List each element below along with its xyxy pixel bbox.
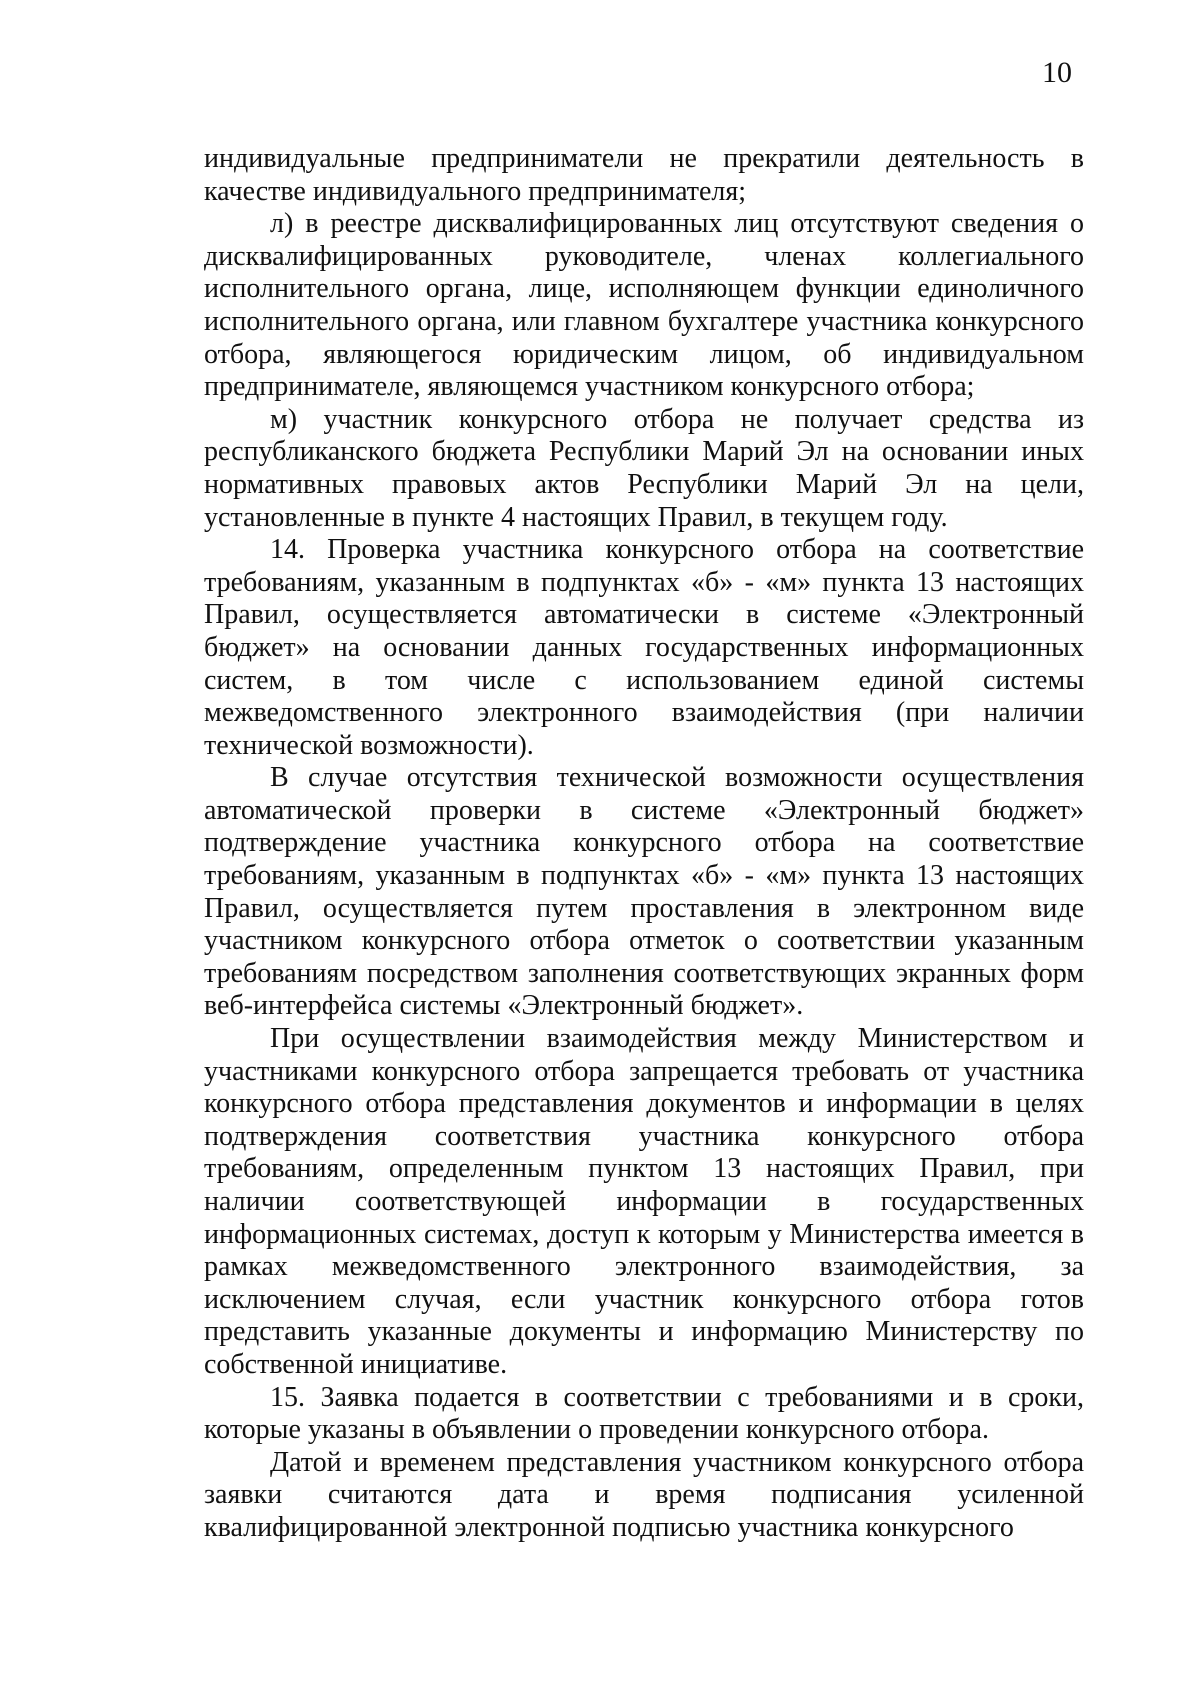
paragraph-item-14-case: В случае отсутствия технической возможности осуществления автоматической проверки в системе «Электронный бюджет» подтверждение участника конкурсного отбора на соответствие требованиям, указанным в подпунктах «б» - «м» пункта 13 настоящих Правил, осуществляется путем проставления в электронном виде участником конкурсного отбора отметок о соответствии указанным требованиям посредством заполнения соответствующих экранных форм веб-интерфейса системы «Электронный бюджет». <box>204 762 1084 1022</box>
document-body <box>204 143 1084 1545</box>
paragraph-subitem-l: л) в реестре дисквалифицированных лиц отсутствуют сведения о дисквалифицированных руководителе, членах коллегиального исполнительного органа, лице, исполняющем функции единоличного исполнительного органа, или главном бухгалтере участника конкурсного отбора, являющегося юридическим лицом, об индивидуальном предпринимателе, являющемся участником конкурсного отбора; <box>204 208 1084 403</box>
paragraph-item-14: 14. Проверка участника конкурсного отбора на соответствие требованиям, указанным в подпунктах «б» - «м» пункта 13 настоящих Правил, осуществляется автоматически в системе «Электронный бюджет» на основании данных государственных информационных систем, в том числе с использованием единой системы межведомственного электронного взаимодействия (при наличии технической возможности). <box>204 534 1084 761</box>
page-number: 10 <box>1042 56 1072 89</box>
paragraph-item-15-date: Датой и временем представления участником конкурсного отбора заявки считаются дата и время подписания усиленной квалифицированной электронной подписью участника конкурсного <box>204 1446 1084 1543</box>
paragraph-item-15: 15. Заявка подается в соответствии с требованиями и в сроки, которые указаны в объявлении о проведении конкурсного отбора. <box>204 1381 1084 1446</box>
paragraph-subitem-m: м) участник конкурсного отбора не получает средства из республиканского бюджета Республики Марий Эл на основании иных нормативных правовых актов Республики Марий Эл на цели, установленные в пункте 4 настоящих Правил, в текущем году. <box>204 403 1084 533</box>
paragraph-continuation: индивидуальные предприниматели не прекратили деятельность в качестве индивидуального предпринимателя; <box>204 143 1084 207</box>
paragraph-item-14-interaction: При осуществлении взаимодействия между Министерством и участниками конкурсного отбора запрещается требовать от участника конкурсного отбора представления документов и информации в целях подтверждения соответствия участника конкурсного отбора требованиям, определенным пунктом 13 настоящих Правил, при наличии соответствующей информации в государственных информационных системах, доступ к которым у Министерства имеется в рамках межведомственного электронного взаимодействия, за исключением случая, если участник конкурсного отбора готов представить указанные документы и информацию Министерству по собственной инициативе. <box>204 1023 1084 1380</box>
